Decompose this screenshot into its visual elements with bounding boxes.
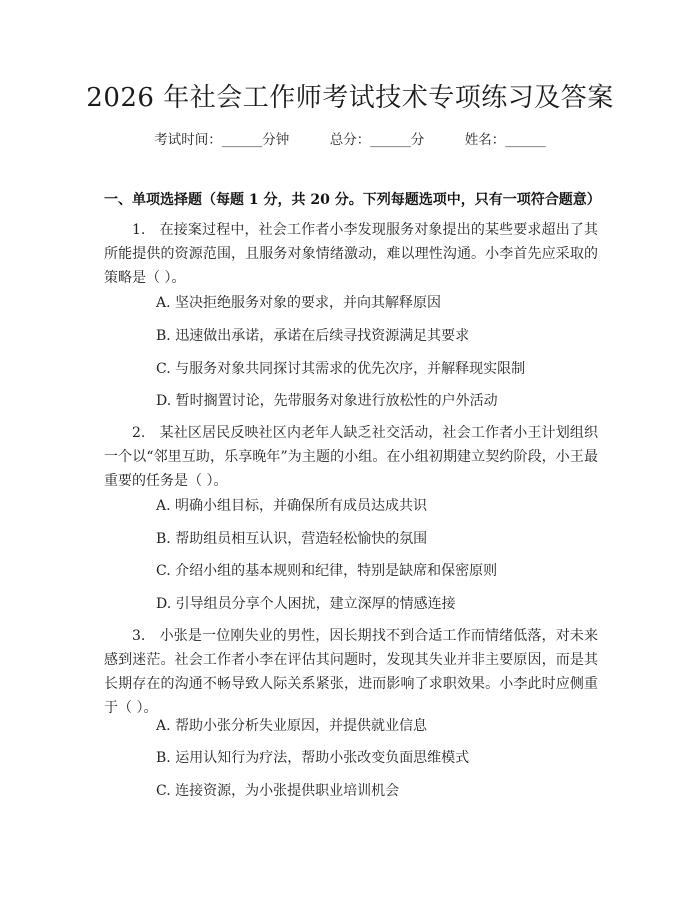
question-2-option-b: B. 帮助组员相互认识，营造轻松愉快的氛围 <box>156 531 428 547</box>
question-1-option-b: B. 迅速做出承诺，承诺在后续寻找资源满足其要求 <box>156 328 470 344</box>
score-label: 总分： <box>329 132 371 148</box>
question-1-stem: 1. 在接案过程中，社会工作者小李发现服务对象提出的某些要求超出了其所能提供的资源范围，且服务对象情绪激动，难以理性沟通。小李首先应采取的策略是（ ）。 <box>104 222 598 286</box>
exam-meta-line <box>0 130 700 150</box>
page-title: 2026 年社会工作师考试技术专项练习及答案 <box>86 83 614 113</box>
question-3-stem: 3. 小张是一位刚失业的男性，因长期找不到合适工作而情绪低落，对未来感到迷茫。社会工作者小李在评估其问题时，发现其失业并非主要原因，而是其长期存在的沟通不畅导致人际关系紧张，进而影响了求职效果。小李此时应侧重于（ ）。 <box>104 628 598 716</box>
question-3-option-a: A. 帮助小张分析失业原因，并提供就业信息 <box>156 718 428 734</box>
question-2-stem: 2. 某社区居民反映社区内老年人缺乏社交活动，社会工作者小王计划组织一个以“邻里互助，乐享晚年”为主题的小组。在小组初期建立契约阶段，小王最重要的任务是（ ）。 <box>104 425 598 489</box>
score-unit: 分 <box>410 132 425 148</box>
time-label: 考试时间： <box>154 132 222 148</box>
question-2-option-a: A. 明确小组目标，并确保所有成员达成共识 <box>156 498 428 514</box>
question-3-option-c: C. 连接资源，为小张提供职业培训机会 <box>156 783 400 799</box>
time-blank: ______ <box>221 132 263 148</box>
question-1-option-d: D. 暂时搁置讨论，先带服务对象进行放松性的户外活动 <box>156 393 498 409</box>
name-blank: ______ <box>505 132 546 148</box>
name-label: 姓名： <box>464 132 506 148</box>
section-heading: 一、单项选择题（每题 1 分，共 20 分。下列每题选项中，只有一项符合题意） <box>104 192 601 208</box>
question-2-option-c: C. 介绍小组的基本规则和纪律，特别是缺席和保密原则 <box>156 563 498 579</box>
question-1-option-c: C. 与服务对象共同探讨其需求的优先次序，并解释现实限制 <box>156 361 526 377</box>
question-3-option-b: B. 运用认知行为疗法，帮助小张改变负面思维模式 <box>156 750 470 766</box>
score-blank: ______ <box>370 132 411 148</box>
time-unit: 分钟 <box>262 132 290 148</box>
question-2-option-d: D. 引导组员分享个人困扰，建立深厚的情感连接 <box>156 596 456 612</box>
question-1-option-a: A. 坚决拒绝服务对象的要求，并向其解释原因 <box>156 295 442 311</box>
